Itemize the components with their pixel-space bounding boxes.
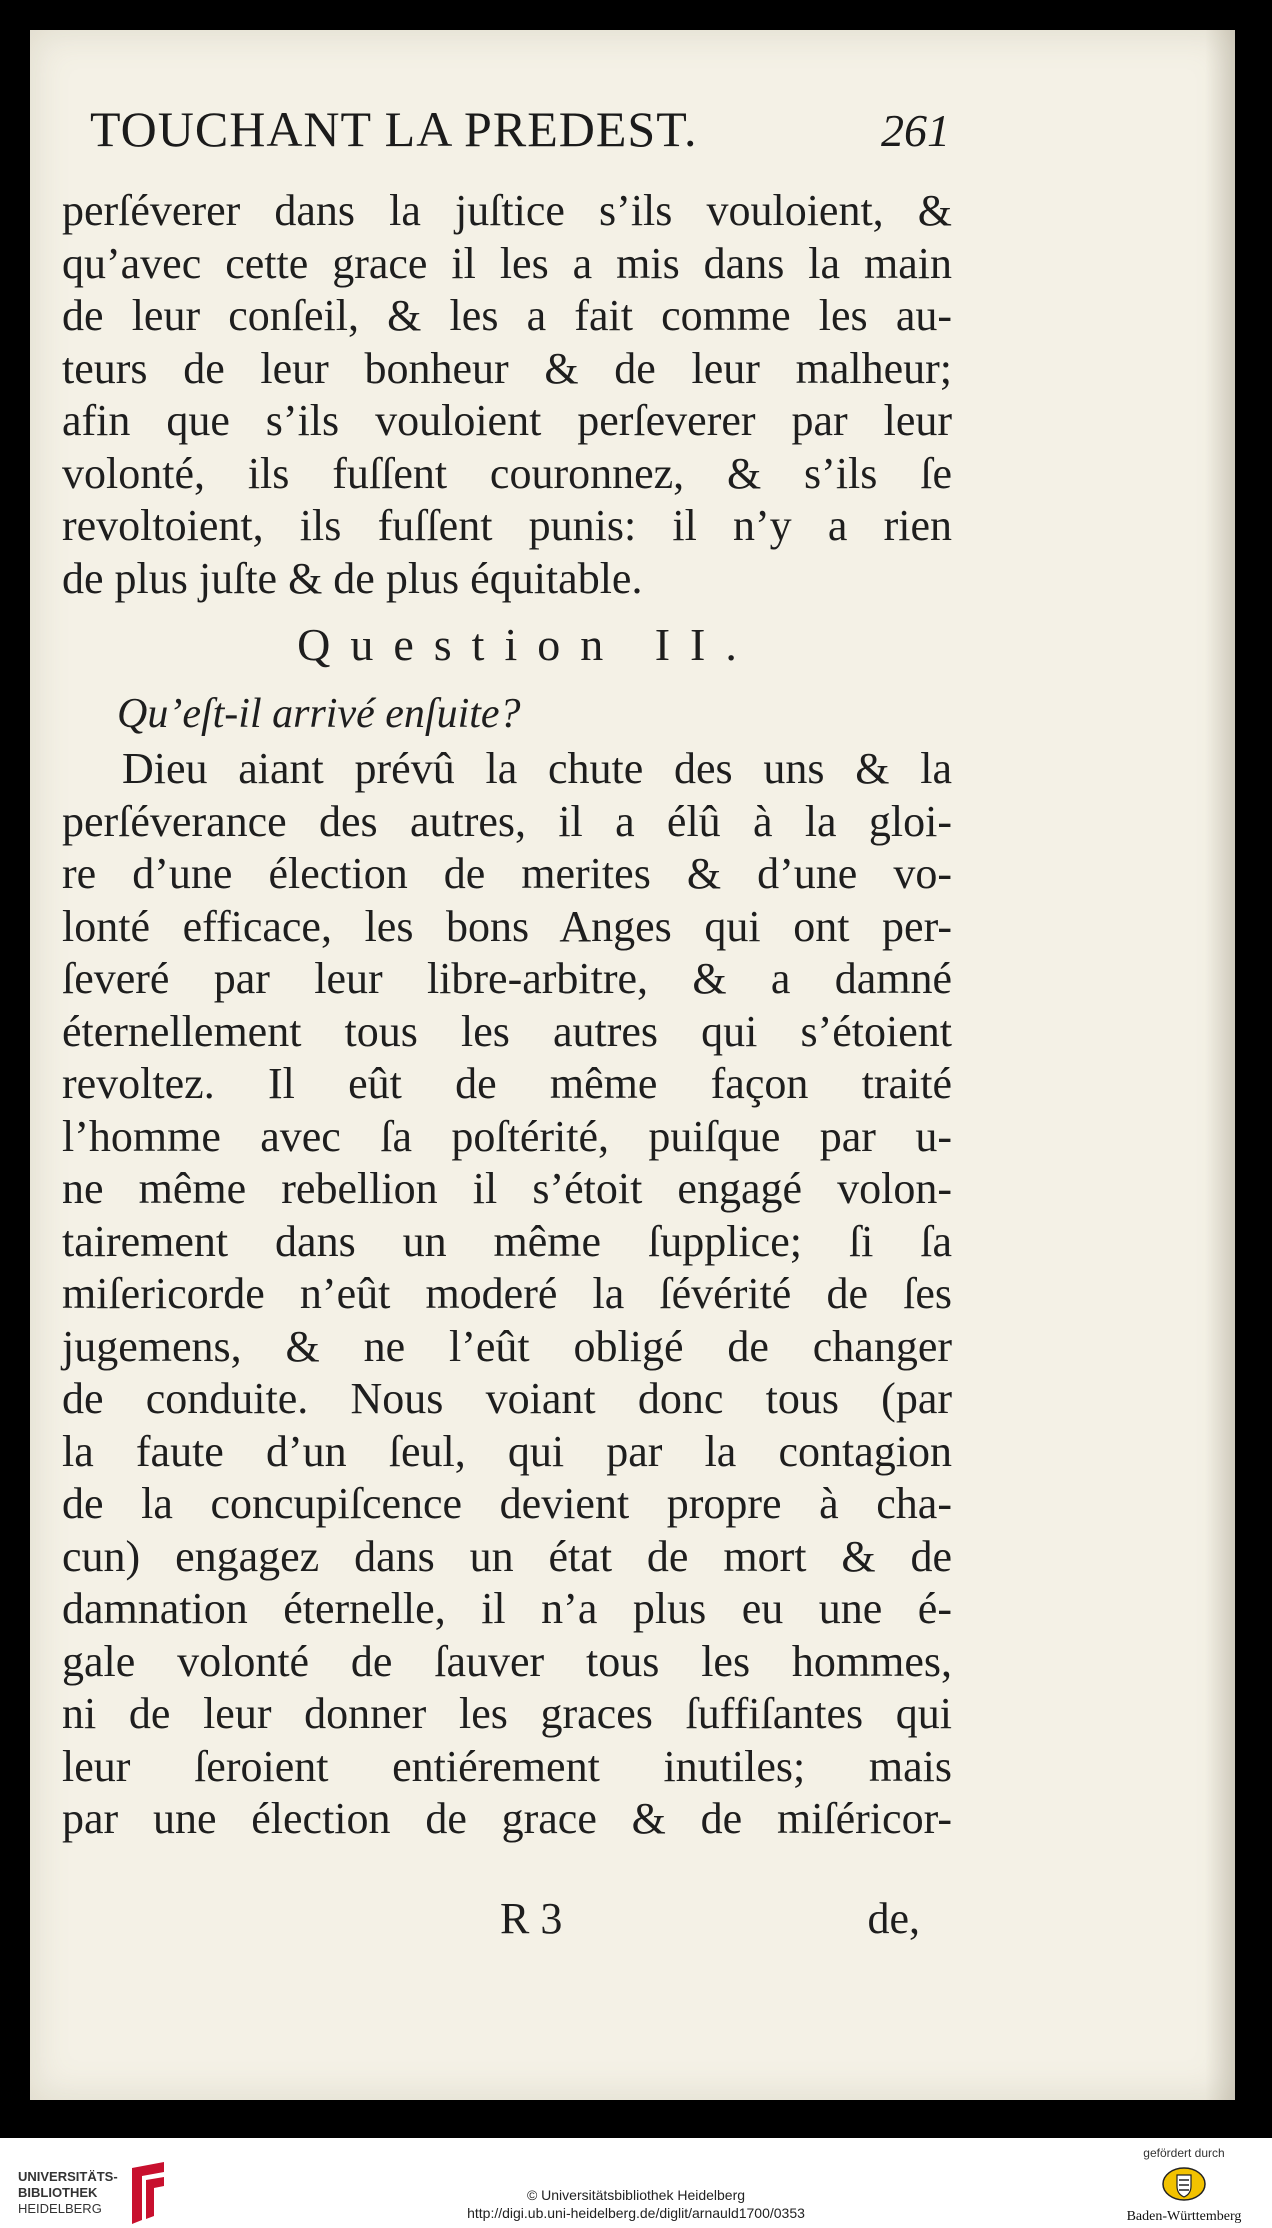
text-line: lonté efficace, les bons Anges qui ont per- [62,901,952,951]
footer-bar [0,2138,1272,2228]
text-line: ne même rebellion il s’étoit engagé volon- [62,1164,952,1213]
text-line: de leur conſeil, & les a fait comme les au- [62,291,952,340]
text-line: afin que s’ils vouloient perſeverer par leur [62,396,952,445]
text-line: perſéverance des autres, il a élû à la gloi- [62,796,952,846]
running-head [90,100,950,158]
permalink[interactable]: http://digi.ub.uni-heidelberg.de/diglit/arnauld1700/0353 [467,2205,805,2221]
text-line: revoltoient, ils fuſſent punis: il n’y a rien [62,501,952,550]
catchword: de, [867,1894,920,1943]
text-line: par une élection de grace & de miſéricor- [62,1794,952,1843]
running-title: TOUCHANT LA PREDEST. [90,101,698,157]
text-line: re d’une élection de merites & d’une vo- [62,849,952,898]
paragraph-1 [62,185,952,605]
text-line: leur ſeroient entiérement inutiles; mais [62,1741,952,1791]
text-line: damnation éternelle, il n’a plus eu une é- [62,1584,952,1633]
text-line: volonté, ils fuſſent couronnez, & s’ils ſe [62,448,952,498]
footer-credits [0,2186,1272,2222]
text-line: gale volonté de ſauver tous les hommes, [62,1636,952,1686]
text-line: ni de leur donner les graces ſuffiſantes qui [62,1689,952,1738]
book-page [30,30,1235,2100]
paragraph-2 [62,743,952,1846]
text-line: la faute d’un ſeul, qui par la contagion [62,1426,952,1476]
coat-of-arms-icon [1161,2166,1207,2202]
question-line: Qu’eſt-il arrivé enſuite? [117,691,521,737]
sponsor-label: gefördert durch [1143,2146,1225,2160]
copyright-text: © Universitätsbibliothek Heidelberg [526,2187,746,2203]
sponsor-block[interactable] [1114,2146,1254,2225]
text-line: de la concupiſcence devient propre à cha- [62,1479,952,1528]
page-edge-shadow [1205,30,1235,2100]
text-line: perſéverer dans la juſtice s’ils vouloient, & [62,186,952,235]
text-line: l’homme avec ſa poſtérité, puiſque par u- [62,1111,952,1161]
sponsor-name: Baden-Württemberg [1126,2209,1242,2224]
page-number: 261 [881,105,950,156]
text-line: jugemens, & ne l’eût obligé de changer [62,1321,952,1371]
signature-mark: R 3 [500,1894,563,1943]
library-name: UNIVERSITÄTS- BIBLIOTHEK HEIDELBERG [18,2169,118,2216]
text-line: tairement dans un même ſupplice; ſi ſa [62,1216,952,1266]
text-line: cun) engagez dans un état de mort & de [62,1531,952,1581]
text-line: éternellement tous les autres qui s’étoient [62,1006,952,1056]
text-line: qu’avec cette grace il les a mis dans la main [62,238,952,288]
text-block [62,185,952,1846]
section-heading: Question II. [297,619,757,670]
text-line: Dieu aiant prévû la chute des uns & la [122,744,952,793]
text-line: ſeveré par leur libre-arbitre, & a damné [62,954,952,1003]
catch-line [500,1893,920,1944]
text-line: revoltez. Il eût de même façon traité [62,1059,952,1108]
text-line: miſericorde n’eût moderé la ſévérité de ſes [62,1269,952,1318]
text-line: teurs de leur bonheur & de leur malheur; [62,343,952,393]
text-line: de plus juſte & de plus équitable. [62,553,643,603]
text-line: de conduite. Nous voiant donc tous (par [62,1374,952,1423]
